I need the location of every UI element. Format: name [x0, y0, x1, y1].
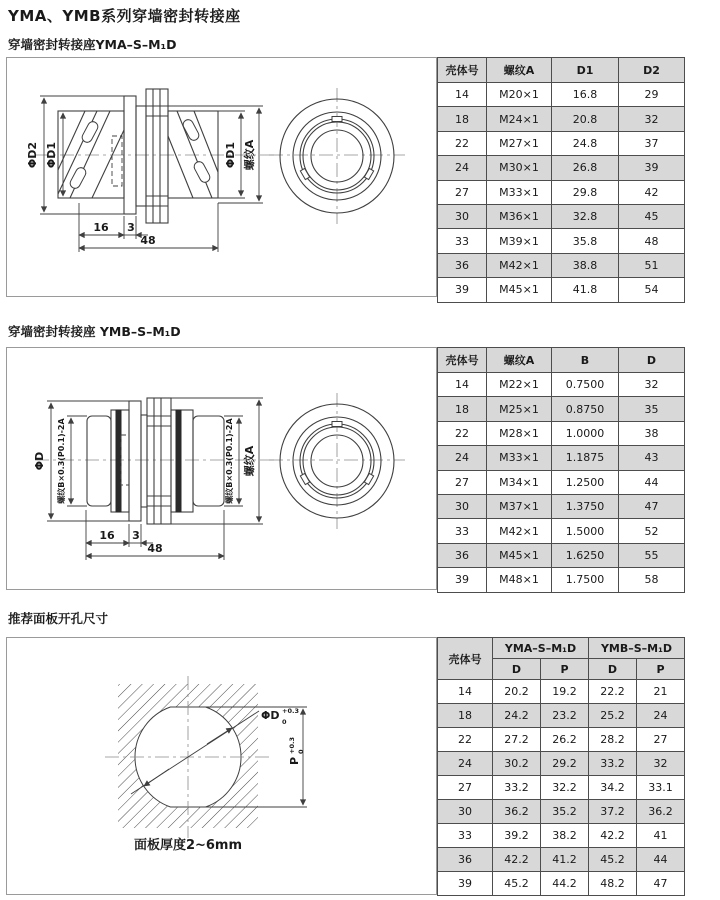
- table-cell: 26.2: [541, 728, 589, 752]
- dim-label-thread-a: 螺纹A: [243, 445, 256, 477]
- table-cell: 33: [438, 824, 493, 848]
- table-header-row: [438, 348, 685, 373]
- dim-label-thread-b-right: 螺纹B×0.3(P0.1)-2A: [225, 418, 234, 504]
- table-cell: 27: [637, 728, 685, 752]
- table-row: [438, 397, 685, 421]
- table-cell: M22×1: [487, 373, 552, 397]
- table-cell: 38.8: [552, 253, 619, 277]
- table-cell: 24: [637, 704, 685, 728]
- table-cell: 35.8: [552, 229, 619, 253]
- table-cell: 42: [619, 180, 685, 204]
- col-header: D1: [552, 58, 619, 83]
- section-ymb-heading: 穿墙密封转接座 YMB–S–M₁D: [8, 324, 181, 339]
- table-row: [438, 752, 685, 776]
- dim-label-p-sub: 0: [297, 749, 305, 754]
- table-cell: 29.2: [541, 752, 589, 776]
- table-row: [438, 800, 685, 824]
- dim-label-phi-d1-left: ΦD1: [45, 141, 58, 169]
- table-cell: 1.0000: [552, 421, 619, 445]
- table-cell: 41: [637, 824, 685, 848]
- table-cell: 47: [619, 494, 685, 518]
- dim-label-phi-d-sub: 0: [282, 718, 287, 726]
- table-cell: 0.7500: [552, 373, 619, 397]
- table-cell: 39: [438, 278, 487, 302]
- table-cell: 14: [438, 680, 493, 704]
- table-row: [438, 156, 685, 180]
- table-cell: 32: [619, 373, 685, 397]
- table-cell: 28.2: [589, 728, 637, 752]
- table-cell: 39: [619, 156, 685, 180]
- table-row: [438, 470, 685, 494]
- table-cell: 43: [619, 446, 685, 470]
- table-cell: 48: [619, 229, 685, 253]
- table-cell: 32: [637, 752, 685, 776]
- dim-label-p-sup: +0.3: [288, 737, 296, 754]
- table-cell: 27: [438, 776, 493, 800]
- page-title: YMA、YMB系列穿墙密封转接座: [8, 7, 241, 25]
- dim-label-thread-a: 螺纹A: [243, 139, 256, 171]
- dim-label-3: 3: [132, 529, 140, 542]
- table-cell: 39: [438, 568, 487, 592]
- table-cell: 20.2: [493, 680, 541, 704]
- table-cell: M48×1: [487, 568, 552, 592]
- table-row: [438, 704, 685, 728]
- table-cell: 22: [438, 421, 487, 445]
- col-header: D: [589, 659, 637, 680]
- table-row: [438, 680, 685, 704]
- table-cell: 24.2: [493, 704, 541, 728]
- table-row: [438, 180, 685, 204]
- table-cell: 44: [619, 470, 685, 494]
- table-row: [438, 446, 685, 470]
- table-cell: 18: [438, 397, 487, 421]
- table-cell: 47: [637, 872, 685, 896]
- table-row: [438, 131, 685, 155]
- col-header: P: [637, 659, 685, 680]
- table-cell: 34.2: [589, 776, 637, 800]
- table-row: [438, 519, 685, 543]
- table-cell: 37.2: [589, 800, 637, 824]
- table-cell: 30: [438, 204, 487, 228]
- table-cell: 54: [619, 278, 685, 302]
- table-cell: 32: [619, 107, 685, 131]
- table-cell: 33.1: [637, 776, 685, 800]
- section-yma-heading: 穿墙密封转接座YMA–S–M₁D: [8, 37, 177, 52]
- table-cell: 30.2: [493, 752, 541, 776]
- table-header-row: [438, 58, 685, 83]
- table-cell: 38.2: [541, 824, 589, 848]
- table-cell: M24×1: [487, 107, 552, 131]
- table-cell: 33.2: [493, 776, 541, 800]
- table-row: [438, 204, 685, 228]
- ymb-technical-drawing: [7, 348, 436, 589]
- dim-label-16: 16: [93, 221, 109, 234]
- table-row: [438, 253, 685, 277]
- table-cell: 48.2: [589, 872, 637, 896]
- table-cell: 30: [438, 494, 487, 518]
- table-cell: 35: [619, 397, 685, 421]
- table-cell: 35.2: [541, 800, 589, 824]
- table-cell: 18: [438, 704, 493, 728]
- col-group-ymb: YMB–S–M₁D: [589, 638, 685, 659]
- col-header: B: [552, 348, 619, 373]
- table-cell: 42.2: [493, 848, 541, 872]
- table-cell: 51: [619, 253, 685, 277]
- table-cell: 22.2: [589, 680, 637, 704]
- dim-label-48: 48: [147, 542, 163, 555]
- table-cell: 29: [619, 83, 685, 107]
- table-row: [438, 421, 685, 445]
- table-cell: 32.2: [541, 776, 589, 800]
- col-header-shell: 壳体号: [438, 638, 493, 680]
- table-row: [438, 373, 685, 397]
- table-cell: M34×1: [487, 470, 552, 494]
- table-cell: 22: [438, 131, 487, 155]
- yma-dimensions-table: [437, 57, 685, 303]
- table-cell: M28×1: [487, 421, 552, 445]
- table-cell: M45×1: [487, 543, 552, 567]
- table-cell: 33: [438, 229, 487, 253]
- table-cell: M42×1: [487, 253, 552, 277]
- panel-cutout-drawing: [7, 638, 436, 894]
- ymb-drawing-panel: [6, 347, 437, 590]
- table-cell: 27.2: [493, 728, 541, 752]
- table-cell: 26.8: [552, 156, 619, 180]
- table-cell: 0.8750: [552, 397, 619, 421]
- table-row: [438, 229, 685, 253]
- table-cell: 25.2: [589, 704, 637, 728]
- table-cell: M37×1: [487, 494, 552, 518]
- table-cell: 36: [438, 543, 487, 567]
- table-cell: 24: [438, 446, 487, 470]
- table-cell: 42.2: [589, 824, 637, 848]
- dim-label-thread-b-left: 螺纹B×0.3(P0.1)-2A: [57, 418, 66, 504]
- panel-thickness-caption: 面板厚度2~6mm: [133, 838, 243, 853]
- table-row: [438, 776, 685, 800]
- dim-label-phi-d: ΦD: [261, 709, 280, 722]
- table-cell: 16.8: [552, 83, 619, 107]
- table-row: [438, 872, 685, 896]
- table-cell: 1.3750: [552, 494, 619, 518]
- table-cell: 36: [438, 253, 487, 277]
- table-cell: 27: [438, 180, 487, 204]
- col-header: D: [619, 348, 685, 373]
- dim-label-48: 48: [140, 234, 156, 247]
- table-cell: 32.8: [552, 204, 619, 228]
- dim-label-phi-d1-right: ΦD1: [224, 141, 237, 169]
- table-cell: 19.2: [541, 680, 589, 704]
- table-cell: 44.2: [541, 872, 589, 896]
- table-cell: 20.8: [552, 107, 619, 131]
- table-cell: 36.2: [637, 800, 685, 824]
- table-cell: 18: [438, 107, 487, 131]
- table-row: [438, 543, 685, 567]
- dim-label-phi-d: ΦD: [33, 451, 46, 471]
- table-cell: 58: [619, 568, 685, 592]
- table-cell: M27×1: [487, 131, 552, 155]
- table-cell: 36.2: [493, 800, 541, 824]
- ymb-dimensions-table: [437, 347, 685, 593]
- table-cell: 1.2500: [552, 470, 619, 494]
- table-cell: 1.1875: [552, 446, 619, 470]
- table-cell: 21: [637, 680, 685, 704]
- col-header: D: [493, 659, 541, 680]
- col-header: D2: [619, 58, 685, 83]
- table-cell: 33: [438, 519, 487, 543]
- col-header: P: [541, 659, 589, 680]
- panel-cutout-table: [437, 637, 685, 896]
- table-row: [438, 824, 685, 848]
- table-cell: 14: [438, 373, 487, 397]
- table-cell: 1.7500: [552, 568, 619, 592]
- table-cell: M42×1: [487, 519, 552, 543]
- dim-label-phi-d-sup: +0.3: [282, 707, 299, 715]
- table-cell: 24: [438, 752, 493, 776]
- table-cell: 30: [438, 800, 493, 824]
- table-row: [438, 848, 685, 872]
- table-cell: 22: [438, 728, 493, 752]
- section-panel-heading: 推荐面板开孔尺寸: [8, 611, 109, 626]
- table-cell: 29.8: [552, 180, 619, 204]
- col-header: 螺纹A: [487, 58, 552, 83]
- table-cell: 24.8: [552, 131, 619, 155]
- table-group-header-row: [438, 638, 685, 659]
- table-cell: M45×1: [487, 278, 552, 302]
- ymb-front-view: [269, 393, 405, 529]
- dim-label-16: 16: [99, 529, 115, 542]
- table-cell: M39×1: [487, 229, 552, 253]
- col-header: 壳体号: [438, 58, 487, 83]
- table-cell: 23.2: [541, 704, 589, 728]
- table-cell: M20×1: [487, 83, 552, 107]
- table-cell: 14: [438, 83, 487, 107]
- table-cell: 1.5000: [552, 519, 619, 543]
- col-group-yma: YMA–S–M₁D: [493, 638, 589, 659]
- table-cell: 41.2: [541, 848, 589, 872]
- table-cell: 27: [438, 470, 487, 494]
- dim-label-p: P: [288, 756, 301, 765]
- dim-label-phi-d2: ΦD2: [26, 141, 39, 169]
- table-cell: 44: [637, 848, 685, 872]
- panel-cutout-drawing-panel: [6, 637, 437, 895]
- col-header: 壳体号: [438, 348, 487, 373]
- dim-label-3: 3: [127, 221, 135, 234]
- yma-front-view: [269, 88, 405, 224]
- table-cell: 52: [619, 519, 685, 543]
- table-cell: M30×1: [487, 156, 552, 180]
- table-cell: 45: [619, 204, 685, 228]
- table-cell: 1.6250: [552, 543, 619, 567]
- table-row: [438, 278, 685, 302]
- table-cell: 45.2: [589, 848, 637, 872]
- table-cell: 39.2: [493, 824, 541, 848]
- table-cell: 55: [619, 543, 685, 567]
- table-cell: 39: [438, 872, 493, 896]
- table-cell: M33×1: [487, 180, 552, 204]
- yma-dimensions: [26, 96, 263, 252]
- table-cell: 36: [438, 848, 493, 872]
- col-header: 螺纹A: [487, 348, 552, 373]
- table-cell: M36×1: [487, 204, 552, 228]
- table-cell: 38: [619, 421, 685, 445]
- yma-technical-drawing: [7, 58, 436, 296]
- yma-drawing-panel: [6, 57, 437, 297]
- table-cell: M33×1: [487, 446, 552, 470]
- table-row: [438, 494, 685, 518]
- table-cell: M25×1: [487, 397, 552, 421]
- table-cell: 24: [438, 156, 487, 180]
- table-cell: 37: [619, 131, 685, 155]
- table-row: [438, 107, 685, 131]
- table-row: [438, 568, 685, 592]
- table-row: [438, 728, 685, 752]
- table-cell: 33.2: [589, 752, 637, 776]
- table-row: [438, 83, 685, 107]
- table-cell: 41.8: [552, 278, 619, 302]
- table-cell: 45.2: [493, 872, 541, 896]
- ymb-dimensions: [33, 398, 263, 560]
